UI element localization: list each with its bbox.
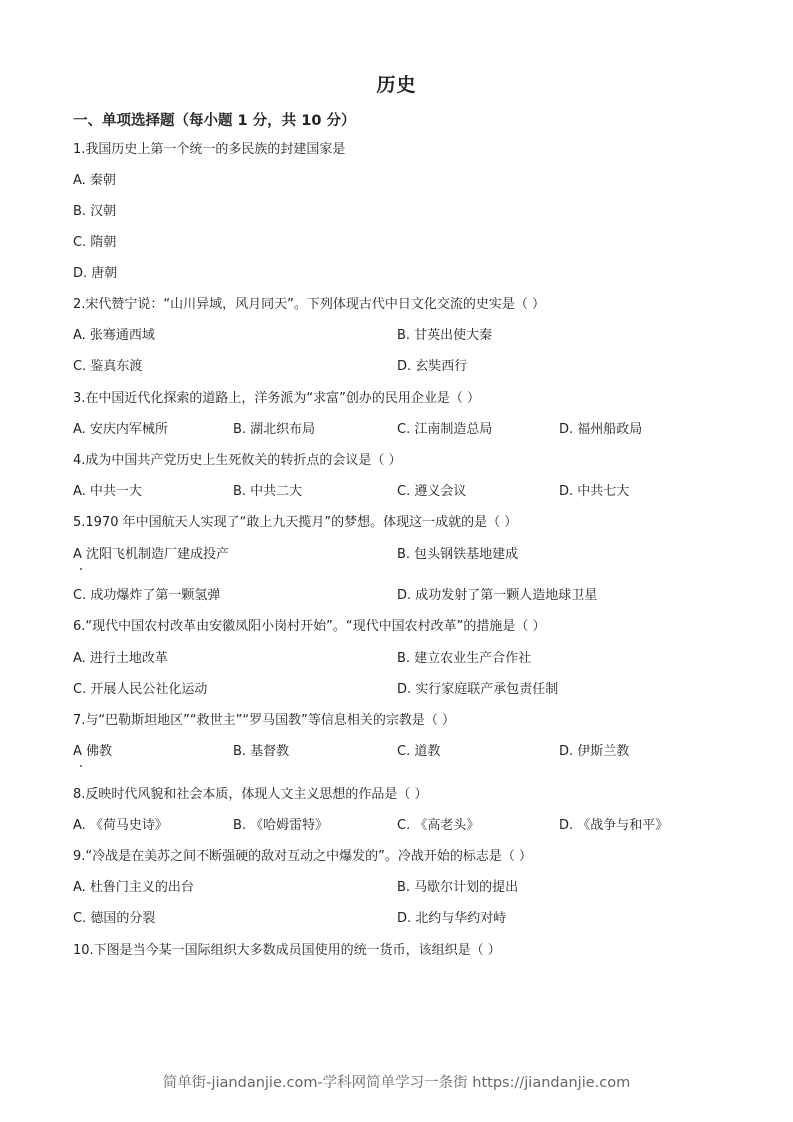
q4-option-d: D. 中共七大 <box>559 484 630 499</box>
q8-option-c: C. 《高老头》 <box>397 818 480 833</box>
q5-option-b: B. 包头钢铁基地建成 <box>397 547 519 562</box>
q4-option-c: C. 遵义会议 <box>397 484 467 499</box>
section-heading: 一、单项选择题（每小题 1 分，共 10 分） <box>73 113 356 129</box>
q5-option-a: A 沈阳飞机制造厂建成投产 <box>73 547 230 562</box>
q2-option-c: C. 鉴真东渡 <box>73 359 143 374</box>
q2-option-a: A. 张骞通西域 <box>73 328 155 343</box>
q1-option-c: C. 隋朝 <box>73 235 117 250</box>
q7-option-c: C. 道教 <box>397 744 441 759</box>
q3-option-c: C. 江南制造总局 <box>397 422 493 437</box>
q2-option-b: B. 甘英出使大秦 <box>397 328 493 343</box>
q7-option-a: A 佛教 <box>73 744 113 759</box>
q9-option-b: B. 马歇尔计划的提出 <box>397 880 519 895</box>
question-9-stem: 9.“冷战是在美苏之间不断强硬的敌对互动之中爆发的”。冷战开始的标志是（ ） <box>73 849 533 864</box>
stray-mark <box>80 568 82 570</box>
question-10-stem: 10.下图是当今某一国际组织大多数成员国使用的统一货币，该组织是（ ） <box>73 943 501 958</box>
question-8-stem: 8.反映时代风貌和社会本质，体现人文主义思想的作品是（ ） <box>73 787 428 802</box>
question-3-stem: 3.在中国近代化探索的道路上，洋务派为“求富”创办的民用企业是（ ） <box>73 391 481 406</box>
question-2-stem: 2.宋代赞宁说：“山川异域，风月同天”。下列体现古代中日文化交流的史实是（ ） <box>73 297 546 312</box>
q8-option-a: A. 《荷马史诗》 <box>73 818 168 833</box>
question-7-stem: 7.与“巴勒斯坦地区”“救世主”“罗马国教”等信息相关的宗教是（ ） <box>73 713 455 728</box>
q3-option-b: B. 湖北织布局 <box>233 422 316 437</box>
q5-option-c: C. 成功爆炸了第一颗氢弹 <box>73 588 221 603</box>
q3-option-a: A. 安庆内军械所 <box>73 422 168 437</box>
q3-option-d: D. 福州船政局 <box>559 422 643 437</box>
q9-option-d: D. 北约与华约对峙 <box>397 911 507 926</box>
q7-option-b: B. 基督教 <box>233 744 290 759</box>
q5-option-d: D. 成功发射了第一颗人造地球卫星 <box>397 588 598 603</box>
page-footer-watermark: 简单街-jiandanjie.com-学科网简单学习一条街 https://jiandanjie.com <box>162 1075 631 1091</box>
q6-option-a: A. 进行土地改革 <box>73 651 168 666</box>
question-1-stem: 1.我国历史上第一个统一的多民族的封建国家是 <box>73 142 346 157</box>
q6-option-d: D. 实行家庭联产承包责任制 <box>397 682 559 697</box>
q9-option-c: C. 德国的分裂 <box>73 911 156 926</box>
q6-option-c: C. 开展人民公社化运动 <box>73 682 208 697</box>
page-title: 历史 <box>376 74 417 96</box>
q1-option-b: B. 汉朝 <box>73 204 117 219</box>
q9-option-a: A. 杜鲁门主义的出台 <box>73 880 194 895</box>
question-6-stem: 6.“现代中国农村改革由安徽凤阳小岗村开始”。“现代中国农村改革”的措施是（ ） <box>73 619 546 634</box>
stray-mark <box>80 765 82 767</box>
q8-option-b: B. 《哈姆雷特》 <box>233 818 329 833</box>
q2-option-d: D. 玄奘西行 <box>397 359 468 374</box>
question-5-stem: 5.1970 年中国航天人实现了“敢上九天揽月”的梦想。体现这一成就的是（ ） <box>73 515 518 530</box>
q6-option-b: B. 建立农业生产合作社 <box>397 651 532 666</box>
q7-option-d: D. 伊斯兰教 <box>559 744 630 759</box>
q8-option-d: D. 《战争与和平》 <box>559 818 669 833</box>
q4-option-b: B. 中共二大 <box>233 484 303 499</box>
q4-option-a: A. 中共一大 <box>73 484 142 499</box>
question-4-stem: 4.成为中国共产党历史上生死攸关的转折点的会议是（ ） <box>73 453 402 468</box>
q1-option-a: A. 秦朝 <box>73 173 116 188</box>
q1-option-d: D. 唐朝 <box>73 266 118 281</box>
